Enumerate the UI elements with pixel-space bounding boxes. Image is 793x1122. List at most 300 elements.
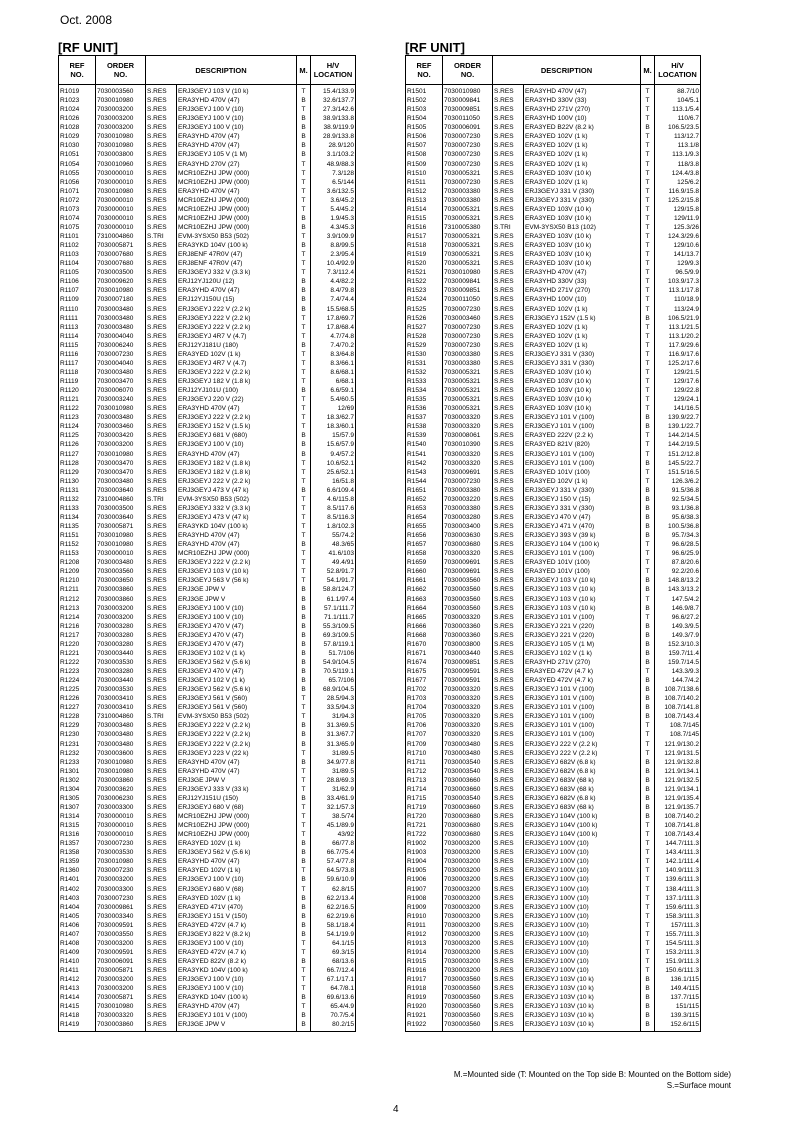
table-row	[59, 85, 356, 97]
location-cell: 108.7/143.4	[655, 830, 701, 839]
location-cell: 95.7/34.3	[655, 531, 701, 540]
description-cell: ERA3YED 102V (1 k)	[524, 323, 641, 332]
location-cell: 55.3/109.5	[311, 622, 356, 631]
mounted-side-cell: B	[297, 758, 311, 767]
mounted-side-cell: B	[641, 576, 655, 585]
table-row	[59, 730, 356, 739]
mounted-side-cell: B	[297, 875, 311, 884]
ref-no-cell: R1233	[59, 758, 96, 767]
order-no-cell: 7030003320	[443, 459, 493, 468]
mounted-side-footnote: M.=Mounted side (T: Mounted on the Top side B: Mounted on the Bottom side)	[453, 1070, 731, 1079]
mounted-side-cell: B	[641, 631, 655, 640]
ref-no-cell: R1056	[59, 178, 96, 187]
location-cell: 54.1/19.9	[311, 930, 356, 939]
description-cell: ERJ3GEYJ 101 V (100)	[524, 549, 641, 558]
location-cell: 6/68.1	[311, 377, 356, 386]
ref-no-cell: R1506	[406, 132, 443, 141]
mounted-side-cell: T	[641, 232, 655, 241]
ref-no-cell: R1412	[59, 975, 96, 984]
table-row	[406, 957, 701, 966]
type-cell: S.RES	[146, 459, 177, 468]
mounted-side-cell: T	[641, 730, 655, 739]
table-row	[406, 295, 701, 304]
type-cell: S.RES	[493, 495, 524, 504]
mounted-side-cell: T	[297, 205, 311, 214]
order-no-cell: 7030003380	[443, 350, 493, 359]
order-no-cell: 7030009851	[443, 286, 493, 295]
location-cell: 108.7/141.8	[655, 703, 701, 712]
ref-no-cell: R1118	[59, 368, 96, 377]
ref-no-cell: R1904	[406, 857, 443, 866]
ref-no-cell: R1523	[406, 286, 443, 295]
table-row	[406, 576, 701, 585]
ref-no-cell: R1223	[59, 667, 96, 676]
location-cell: 113.1/17.8	[655, 286, 701, 295]
table-row	[59, 558, 356, 567]
mounted-side-cell: B	[297, 857, 311, 866]
table-row	[59, 785, 356, 794]
order-no-cell: 7030009591	[443, 667, 493, 676]
type-cell: S.RES	[493, 549, 524, 558]
mounted-side-cell: T	[641, 667, 655, 676]
description-cell: ERJ3GEYJ 222 V (2.2 k)	[524, 740, 641, 749]
location-cell: 126.3/6.2	[655, 477, 701, 486]
table-row	[59, 631, 356, 640]
location-cell: 151.2/12.8	[655, 450, 701, 459]
table-row	[59, 305, 356, 314]
description-cell: ERJ3GEYJ 103V (10 k)	[524, 1011, 641, 1020]
location-cell: 108.7/140.2	[655, 694, 701, 703]
order-no-cell: 7030009591	[96, 921, 146, 930]
type-cell: S.RES	[493, 85, 524, 97]
ref-no-cell: R1116	[59, 350, 96, 359]
order-no-cell: 7030005871	[96, 993, 146, 1002]
location-cell: 138.4/111.3	[655, 885, 701, 894]
location-cell: 151.9/111.3	[655, 957, 701, 966]
type-cell: S.RES	[493, 821, 524, 830]
order-no-cell: 7030009620	[96, 277, 146, 286]
location-cell: 110/6.7	[655, 114, 701, 123]
order-no-cell: 7030003480	[96, 413, 146, 422]
order-no-cell: 7030003200	[443, 885, 493, 894]
mounted-side-cell: B	[641, 622, 655, 631]
order-no-cell: 7030003630	[443, 531, 493, 540]
ref-no-cell: R1208	[59, 558, 96, 567]
location-cell: 143.3/13.2	[655, 585, 701, 594]
table-row	[59, 450, 356, 459]
order-no-cell: 7030003480	[96, 721, 146, 730]
location-cell: 129/11.9	[655, 214, 701, 223]
type-cell: S.RES	[493, 721, 524, 730]
table-row	[59, 404, 356, 413]
ref-no-cell: R1533	[406, 377, 443, 386]
location-cell: 125/6.2	[655, 178, 701, 187]
description-cell: ERA3YED 102V (1 k)	[524, 477, 641, 486]
type-cell: S.RES	[146, 332, 177, 341]
ref-no-cell: R1224	[59, 676, 96, 685]
left-table-body	[59, 85, 356, 1032]
location-cell: 146.9/8.7	[655, 604, 701, 613]
location-cell: 113.1/5.4	[655, 105, 701, 114]
mounted-side-cell: T	[297, 531, 311, 540]
description-cell: ERJ3GEYJ 100 V (10)	[177, 875, 297, 884]
table-row	[406, 875, 701, 884]
location-cell: 31/94.3	[311, 712, 356, 721]
description-cell: ERJ3GEYJ 101 V (100)	[524, 730, 641, 739]
order-no-cell: 7030003240	[96, 395, 146, 404]
description-cell: ERJ3GEYJ 101 V (100)	[524, 613, 641, 622]
location-cell: 152.6/115	[655, 1020, 701, 1031]
mounted-side-cell: B	[297, 685, 311, 694]
description-cell: ERJ8ENF 47R0V (47)	[177, 259, 297, 268]
order-no-cell: 7030003480	[96, 740, 146, 749]
ref-no-cell: R1402	[59, 885, 96, 894]
order-no-cell: 7030006070	[96, 386, 146, 395]
type-cell: S.RES	[493, 975, 524, 984]
description-cell: ERA3YED 102V (1 k)	[177, 350, 297, 359]
order-no-cell: 7030009591	[443, 676, 493, 685]
description-cell: ERA3YED 822V (8.2 k)	[177, 957, 297, 966]
order-no-cell: 7030008061	[443, 431, 493, 440]
type-cell: S.RES	[493, 576, 524, 585]
type-cell: S.RES	[146, 803, 177, 812]
mounted-side-cell: T	[297, 767, 311, 776]
location-cell: 108.7/145	[655, 721, 701, 730]
location-cell: 62.8/15	[311, 885, 356, 894]
type-cell: S.RES	[146, 984, 177, 993]
order-no-cell: 7030003320	[443, 694, 493, 703]
type-cell: S.RES	[493, 522, 524, 531]
type-cell: S.RES	[146, 368, 177, 377]
order-no-cell: 7030003660	[443, 785, 493, 794]
order-no-cell: 7030010980	[96, 141, 146, 150]
mounted-side-cell: B	[297, 214, 311, 223]
mounted-side-cell: B	[641, 585, 655, 594]
location-cell: 5.4/45.2	[311, 205, 356, 214]
mounted-side-cell: T	[297, 812, 311, 821]
description-cell: ERA3YED 101V (100)	[524, 558, 641, 567]
description-cell: ERJ3GEYJ 101 V (100)	[524, 413, 641, 422]
ref-no-cell: R1670	[406, 640, 443, 649]
mounted-side-cell: T	[641, 350, 655, 359]
order-no-cell: 7030005321	[443, 250, 493, 259]
mounted-side-cell: B	[297, 993, 311, 1002]
location-cell: 28.5/94.3	[311, 694, 356, 703]
mounted-side-cell: B	[297, 848, 311, 857]
ref-no-cell: R1315	[59, 821, 96, 830]
table-row	[406, 930, 701, 939]
order-no-cell: 7030003480	[96, 558, 146, 567]
description-cell: ERA3YHD 470V (47)	[177, 1002, 297, 1011]
type-cell: S.RES	[146, 205, 177, 214]
type-cell: S.RES	[146, 359, 177, 368]
type-cell: S.RES	[146, 703, 177, 712]
description-cell: ERJ3GEYJ 100 V (10)	[177, 105, 297, 114]
ref-no-cell: R1217	[59, 631, 96, 640]
type-cell: S.RES	[146, 277, 177, 286]
type-cell: S.RES	[493, 160, 524, 169]
mounted-side-cell: B	[641, 658, 655, 667]
order-no-cell: 7030005871	[96, 522, 146, 531]
mounted-side-cell: T	[297, 187, 311, 196]
table-row	[406, 685, 701, 694]
mounted-side-cell: B	[297, 676, 311, 685]
ref-no-cell: R1113	[59, 323, 96, 332]
type-cell: S.RES	[493, 114, 524, 123]
ref-no-cell: R1209	[59, 567, 96, 576]
location-cell: 15.6/57.9	[311, 440, 356, 449]
ref-no-cell: R1104	[59, 259, 96, 268]
type-cell: S.RES	[493, 404, 524, 413]
left-section-title: [RF UNIT]	[58, 40, 118, 55]
table-row	[406, 223, 701, 232]
location-cell: 150.6/111.3	[655, 966, 701, 975]
type-cell: S.RES	[493, 866, 524, 875]
description-cell: ERJ3GEYJ 682V (6.8 k)	[524, 767, 641, 776]
ref-no-cell: R1231	[59, 740, 96, 749]
type-cell: S.RES	[493, 939, 524, 948]
description-cell: ERJ3GE JPW V	[177, 776, 297, 785]
mounted-side-cell: T	[641, 939, 655, 948]
mounted-side-cell: T	[297, 567, 311, 576]
location-cell: 80.2/15	[311, 1020, 356, 1031]
mounted-side-cell: T	[297, 558, 311, 567]
order-no-cell: 7030000010	[96, 223, 146, 232]
location-cell: 15/57.9	[311, 431, 356, 440]
mounted-side-cell: T	[641, 96, 655, 105]
description-cell: ERA3YED 102V (1 k)	[177, 866, 297, 875]
ref-no-cell: R1542	[406, 459, 443, 468]
location-cell: 139.3/115	[655, 1011, 701, 1020]
description-cell: ERJ3GEYJ 332 V (3.3 k)	[177, 504, 297, 513]
order-no-cell: 7030010980	[96, 404, 146, 413]
type-cell: S.RES	[493, 259, 524, 268]
mounted-side-cell: T	[641, 323, 655, 332]
location-cell: 69.6/13.6	[311, 993, 356, 1002]
table-row	[406, 993, 701, 1002]
mounted-side-cell: T	[641, 268, 655, 277]
description-cell: MCR10EZHJ JPW (000)	[177, 830, 297, 839]
ref-no-cell: R1072	[59, 196, 96, 205]
mounted-side-cell: T	[297, 821, 311, 830]
table-row	[406, 730, 701, 739]
description-cell: ERA3YED B22V (8.2 k)	[524, 123, 641, 132]
ref-no-cell: R1501	[406, 85, 443, 97]
table-row	[59, 749, 356, 758]
description-cell: ERA3YED 222V (2.2 k)	[524, 431, 641, 440]
order-no-cell: 7030007230	[443, 178, 493, 187]
location-cell: 2.3/95.4	[311, 250, 356, 259]
mounted-side-cell: T	[641, 404, 655, 413]
type-cell: S.RES	[146, 794, 177, 803]
table-row	[406, 504, 701, 513]
mounted-side-cell: B	[641, 685, 655, 694]
description-cell: ERJ3GEYJ 100V (10)	[524, 857, 641, 866]
table-row	[406, 277, 701, 286]
mounted-side-cell: T	[641, 613, 655, 622]
type-cell: S.RES	[493, 812, 524, 821]
location-cell: 31.3/67.7	[311, 730, 356, 739]
description-cell: ERJ3GEYJ 100V (10)	[524, 875, 641, 884]
mounted-side-cell: T	[641, 857, 655, 866]
location-cell: 28.8/69.3	[311, 776, 356, 785]
table-row	[59, 141, 356, 150]
table-row	[59, 694, 356, 703]
table-row	[406, 422, 701, 431]
location-cell: 148.8/13.2	[655, 576, 701, 585]
type-cell: S.RES	[493, 123, 524, 132]
ref-no-cell: R1704	[406, 703, 443, 712]
table-row	[59, 658, 356, 667]
location-cell: 129/10.6	[655, 241, 701, 250]
ref-no-cell: R1074	[59, 214, 96, 223]
location-cell: 104/5.1	[655, 96, 701, 105]
mounted-side-cell: T	[297, 232, 311, 241]
location-cell: 124.3/29.6	[655, 232, 701, 241]
mounted-side-cell: B	[297, 585, 311, 594]
mounted-side-cell: B	[297, 150, 311, 159]
description-cell: ERJ3GEYJ 100 V (10)	[177, 114, 297, 123]
location-cell: 64.1/15	[311, 939, 356, 948]
table-row	[59, 676, 356, 685]
location-cell: 15.4/133.9	[311, 85, 356, 97]
ref-no-cell: R1054	[59, 160, 96, 169]
ref-no-cell: R1153	[59, 549, 96, 558]
ref-no-cell: R1304	[59, 785, 96, 794]
ref-no-cell: R1914	[406, 948, 443, 957]
table-row	[59, 939, 356, 948]
mounted-side-cell: B	[641, 676, 655, 685]
ref-no-cell: R1528	[406, 332, 443, 341]
location-cell: 91.5/36.8	[655, 486, 701, 495]
mounted-side-cell: T	[297, 830, 311, 839]
ref-no-cell: R1024	[59, 105, 96, 114]
mounted-side-cell: B	[297, 903, 311, 912]
type-cell: S.RES	[146, 658, 177, 667]
order-no-cell: 7030007680	[96, 250, 146, 259]
location-cell: 4.6/115.8	[311, 495, 356, 504]
mounted-side-cell: T	[641, 830, 655, 839]
description-cell: ERA3YHD 470V (47)	[524, 85, 641, 97]
ref-no-cell: R1221	[59, 649, 96, 658]
order-no-cell: 7030005321	[443, 232, 493, 241]
location-cell: 144.2/19.5	[655, 440, 701, 449]
type-cell: S.RES	[146, 513, 177, 522]
description-cell: ERJ3GEYJ 223 V (22 k)	[177, 749, 297, 758]
order-no-cell: 7030003530	[96, 685, 146, 694]
type-cell: S.RES	[493, 196, 524, 205]
mounted-side-cell: B	[641, 314, 655, 323]
mounted-side-cell: T	[641, 912, 655, 921]
type-cell: S.RES	[493, 187, 524, 196]
type-cell: S.RES	[146, 857, 177, 866]
ref-no-cell: R1707	[406, 730, 443, 739]
mounted-side-cell: B	[297, 1020, 311, 1031]
table-row	[406, 585, 701, 594]
type-cell: S.RES	[146, 640, 177, 649]
table-row	[59, 214, 356, 223]
location-cell: 18.3/60.1	[311, 422, 356, 431]
location-cell: 43/92	[311, 830, 356, 839]
location-cell: 8.5/117.6	[311, 504, 356, 513]
type-cell: S.RES	[146, 549, 177, 558]
type-cell: S.RES	[146, 595, 177, 604]
order-no-cell: 7030003320	[443, 685, 493, 694]
order-no-cell: 7030003320	[443, 422, 493, 431]
table-row	[59, 468, 356, 477]
ref-no-cell: R1652	[406, 495, 443, 504]
description-cell: ERA3YED 103V (10 k)	[524, 377, 641, 386]
ref-no-cell: R1918	[406, 984, 443, 993]
mounted-side-cell: B	[297, 730, 311, 739]
location-cell: 117.9/29.6	[655, 341, 701, 350]
ref-no-cell: R1129	[59, 468, 96, 477]
order-no-cell: 7030003200	[96, 105, 146, 114]
ref-no-cell: R1674	[406, 658, 443, 667]
ref-no-cell: R1662	[406, 585, 443, 594]
mounted-side-cell: T	[641, 286, 655, 295]
order-no-cell: 7030007230	[96, 350, 146, 359]
table-row	[59, 912, 356, 921]
type-cell: S.RES	[493, 477, 524, 486]
type-cell: S.RES	[146, 422, 177, 431]
ref-no-cell: R1212	[59, 595, 96, 604]
type-cell: S.RES	[493, 776, 524, 785]
mounted-side-cell: T	[297, 703, 311, 712]
type-cell: S.RES	[493, 667, 524, 676]
type-cell: S.RES	[493, 966, 524, 975]
description-cell: ERA3YKD 104V (100 k)	[177, 241, 297, 250]
location-cell: 4.4/82.2	[311, 277, 356, 286]
mounted-side-cell: T	[641, 894, 655, 903]
type-cell: S.RES	[146, 730, 177, 739]
ref-no-cell: R1655	[406, 522, 443, 531]
type-cell: S.RES	[146, 531, 177, 540]
order-no-cell: 7030003320	[443, 703, 493, 712]
mounted-side-cell: B	[297, 613, 311, 622]
description-cell: ERJ3GEYJ 100V (10)	[524, 957, 641, 966]
type-cell: S.RES	[493, 930, 524, 939]
description-cell: ERJ3GEYJ 101 V (100)	[524, 703, 641, 712]
ref-no-cell: R1302	[59, 776, 96, 785]
ref-no-cell: R1133	[59, 504, 96, 513]
ref-no-cell: R1222	[59, 658, 96, 667]
description-cell: ERA3YED 103V (10 k)	[524, 386, 641, 395]
ref-no-cell: R1714	[406, 785, 443, 794]
order-no-cell: 7030000010	[96, 178, 146, 187]
order-no-cell: 7030003320	[443, 730, 493, 739]
ref-no-cell: R1719	[406, 803, 443, 812]
description-cell: ERA3YHD 271V (270)	[524, 105, 641, 114]
table-row	[59, 259, 356, 268]
description-cell: ERJ3GEYJ 103V (10 k)	[524, 984, 641, 993]
ref-no-cell: R1505	[406, 123, 443, 132]
order-no-cell: 7030003560	[443, 1002, 493, 1011]
table-row	[406, 749, 701, 758]
table-row	[59, 314, 356, 323]
location-cell: 113.1/20.2	[655, 332, 701, 341]
order-no-cell: 7030005321	[443, 205, 493, 214]
description-cell: ERJ3GEYJ 103 V (10 k)	[524, 576, 641, 585]
order-no-cell: 7030003560	[443, 1011, 493, 1020]
ref-no-cell: R1677	[406, 676, 443, 685]
mounted-side-cell: B	[641, 812, 655, 821]
ref-no-cell: R1514	[406, 205, 443, 214]
description-cell: ERJ3GE JPW V	[177, 585, 297, 594]
type-cell: S.RES	[493, 613, 524, 622]
type-cell: S.RES	[493, 314, 524, 323]
table-row	[59, 377, 356, 386]
